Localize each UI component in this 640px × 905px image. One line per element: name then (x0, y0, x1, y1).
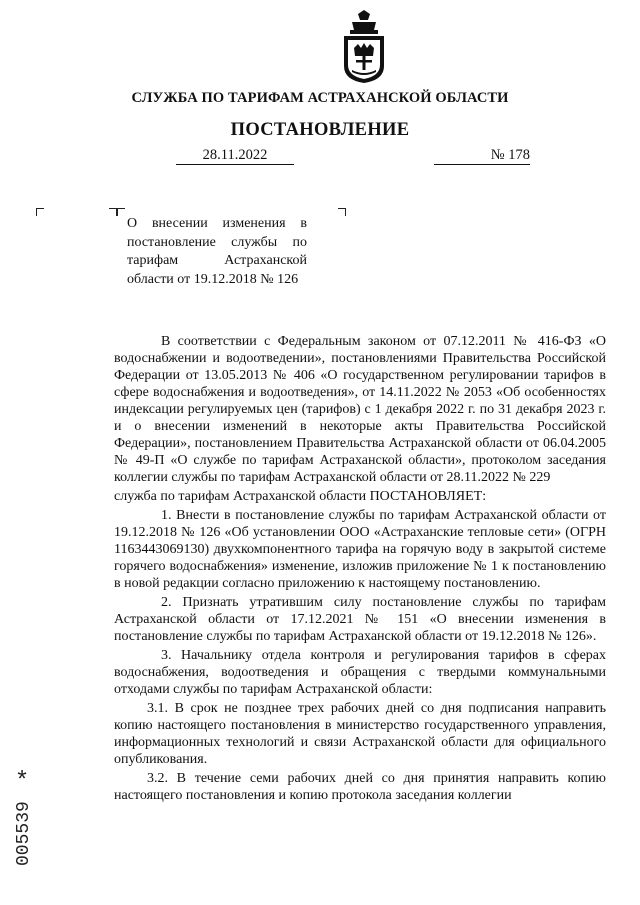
clause-2: 2. Признать утратившим силу постановление службы по тарифам Астраханской области от 17.12.2021 № 151 «О внесении изменения в постановление службы по тарифам Астраханской области от 19.12.2018 № 126». (114, 595, 606, 644)
clause-3-2: 3.2. В течение семи рабочих дней со дня принятия направить копию настоящего постановления и копию протокола заседания коллегии (114, 771, 606, 803)
enacting-clause: служба по тарифам Астраханской области ПОСТАНОВЛЯЕТ: (114, 489, 487, 504)
corner-mark (338, 208, 346, 216)
coat-of-arms-icon (338, 10, 390, 84)
corner-mark (36, 208, 44, 216)
clause-1: 1. Внести в постановление службы по тарифам Астраханской области от 19.12.2018 № 126 «Об установлении ООО «Астраханские тепловые сети» (ОГРН 1163443069130) двухкомпонентного тарифа на горячую воду в закрытой системе горячего водоснабжения» изменение, изложив приложение № 1 к постановлению в новой редакции согласно приложению к настоящему постановлению. (114, 508, 606, 591)
document-number: № 178 (434, 147, 530, 165)
corner-mark (109, 208, 117, 216)
document-type-title: ПОСТАНОВЛЕНИЕ (230, 120, 410, 140)
agency-name: СЛУЖБА ПО ТАРИФАМ АСТРАХАНСКОЙ ОБЛАСТИ (131, 90, 509, 106)
clause-3-1: 3.1. В срок не позднее трех рабочих дней со дня подписания направить копию настоящего постановления в министерство государственного управления, информационных технологий и связи Астраханской области для официального опубликования. (114, 701, 606, 767)
stamp-serial: 005539 (14, 801, 34, 866)
document-date: 28.11.2022 (176, 147, 294, 165)
preamble-paragraph: В соответствии с Федеральным законом от 07.12.2011 № 416-ФЗ «О водоснабжении и водоотведении», постановлениями Правительства Российской Федерации от 13.05.2013 № 406 «О государственном регулировании тарифов в сфере водоснабжения и водоотведения», от 14.11.2022 № 2053 «Об особенностях индексации регулируемых цен (тарифов) с 1 декабря 2022 г. по 31 декабря 2023 г. и о внесении изменений в некоторые акты Правительства Российской Федерации», постановлением Правительства Астраханской области от 06.04.2005 № 49-П «О службе по тарифам Астраханской области», протоколом заседания коллегии службы по тарифам Астраханской области от 28.11.2022 № 229 (114, 334, 606, 485)
document-subject: О внесении изменения в постановление службы по тарифам Астраханской области от 19.12.2018 № 126 (127, 216, 307, 287)
serial-stamp (2, 770, 42, 870)
corner-mark (117, 208, 125, 216)
stamp-mark: * (17, 770, 27, 793)
document-body (114, 333, 606, 806)
clause-3: 3. Начальнику отдела контроля и регулирования тарифов в сферах водоснабжения, водоотведения и обращения с твердыми коммунальными отходами службы по тарифам Астраханской области: (114, 648, 606, 697)
